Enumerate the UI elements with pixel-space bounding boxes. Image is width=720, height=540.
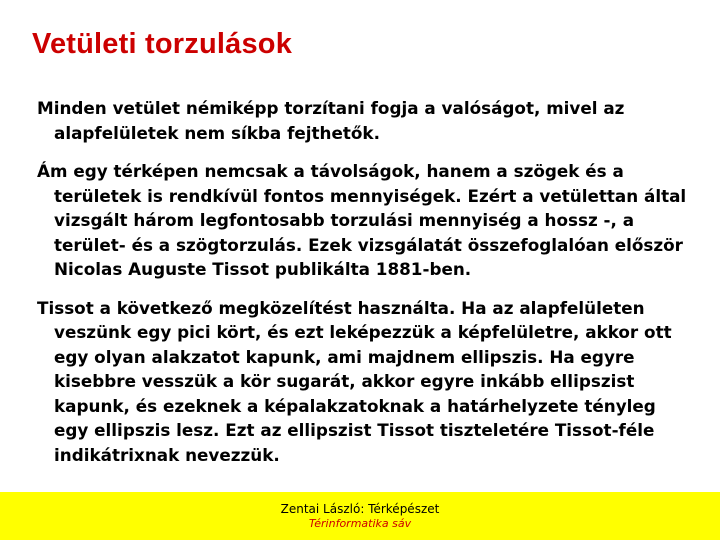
slide-footer: [0, 492, 720, 540]
slide-title: Vetületi torzulások: [32, 28, 293, 60]
slide-body: [37, 96, 687, 481]
body-paragraph-2: Ám egy térképen nemcsak a távolságok, hanem a szögek és a területek is rendkívül fontos mennyiségek. Ezért a vetülettan által vizsgált három legfontosabb torzulási mennyiség a hossz -, a terület- és a szögtorzulás. Ezek vizsgálatát összefoglalóan először Nicolas Auguste Tissot publikálta 1881-ben.: [37, 161, 687, 279]
footer-subtitle: Térinformatika sáv: [308, 517, 412, 530]
footer-author: Zentai László: Térképészet: [280, 502, 440, 516]
body-paragraph-1: Minden vetület némiképp torzítani fogja a valóságot, mivel az alapfelületek nem síkba fejthetők.: [37, 98, 625, 143]
body-paragraph-3: Tissot a következő megközelítést használta. Ha az alapfelületen veszünk egy pici kört, és ezt leképezzük a képfelületre, akkor ott egy olyan alakzatot kapunk, ami majdnem ellipszis. Ha egyre kisebbre vesszük a kör sugarát, akkor egyre inkább ellipszist kapunk, és ezeknek a képalakzatoknak a határhelyzete tényleg egy ellipszis lesz. Ezt az ellipszist Tissot tiszteletére Tissot-féle indikátrixnak nevezzük.: [37, 297, 672, 465]
